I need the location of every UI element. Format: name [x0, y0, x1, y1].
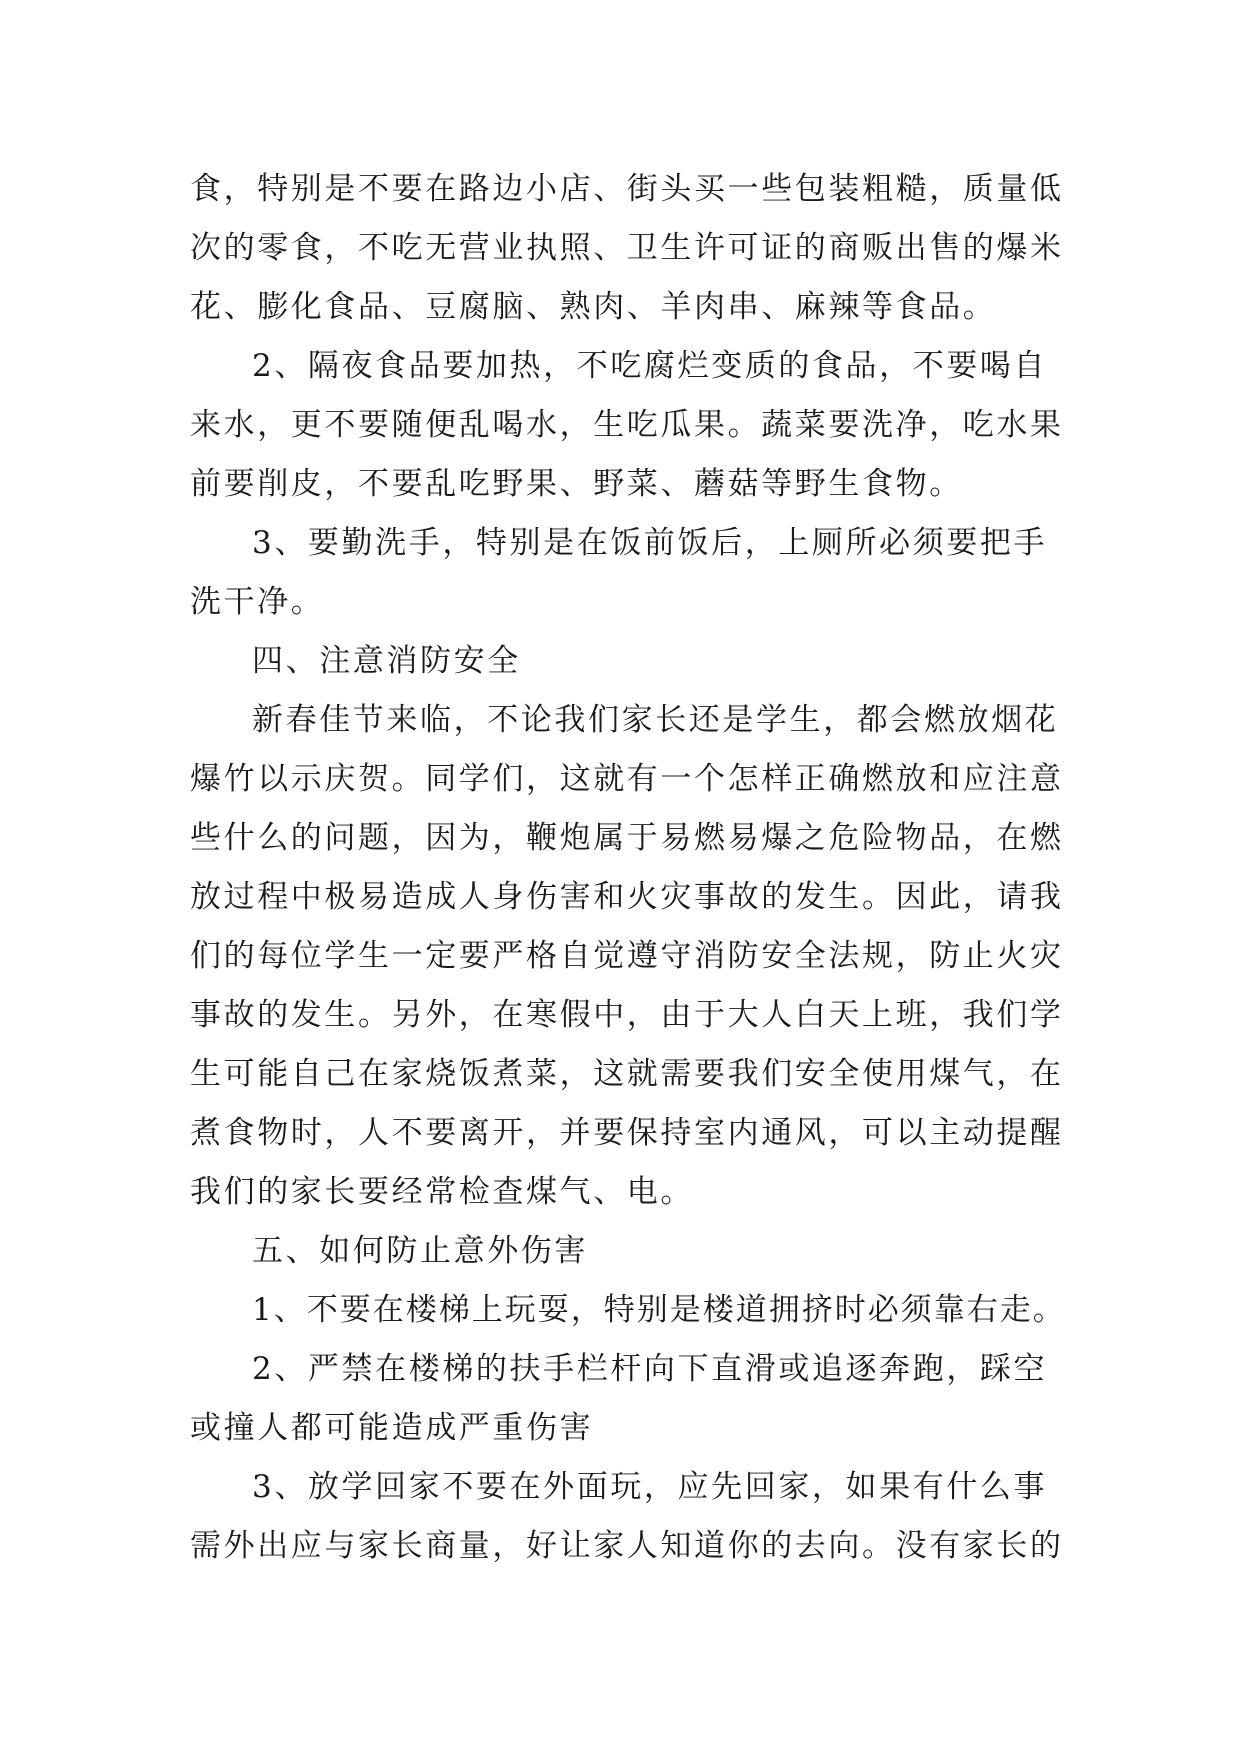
text-line: 花、膨化食品、豆腐脑、熟肉、羊肉串、麻辣等食品。: [190, 289, 997, 325]
text-line: 爆竹以示庆贺。同学们，这就有一个怎样正确燃放和应注意: [190, 761, 1064, 797]
text-line: 放过程中极易造成人身伤害和火灾事故的发生。因此，请我: [190, 879, 1064, 915]
text-line: 新春佳节来临，不论我们家长还是学生，都会燃放烟花: [252, 702, 1059, 738]
text-line: 或撞人都可能造成严重伤害: [190, 1410, 594, 1446]
text-line: 煮食物时，人不要离开，并要保持室内通风，可以主动提醒: [190, 1115, 1064, 1151]
text-line: 五、如何防止意外伤害: [252, 1233, 588, 1269]
text-line: 来水，更不要随便乱喝水，生吃瓜果。蔬菜要洗净，吃水果: [190, 407, 1064, 443]
text-line: 前要削皮，不要乱吃野果、野菜、蘑菇等野生食物。: [190, 466, 963, 502]
text-line: 2、隔夜食品要加热，不吃腐烂变质的食品，不要喝自: [252, 348, 1048, 384]
text-line: 洗干净。: [190, 584, 325, 620]
text-line: 1、不要在楼梯上玩耍，特别是楼道拥挤时必须靠右走。: [252, 1292, 1066, 1328]
text-line: 事故的发生。另外，在寒假中，由于大人白天上班，我们学: [190, 997, 1064, 1033]
document-body: [190, 160, 1070, 1576]
text-line: 生可能自己在家烧饭煮菜，这就需要我们安全使用煤气，在: [190, 1056, 1064, 1092]
text-line: 我们的家长要经常检查煤气、电。: [190, 1174, 694, 1210]
text-line: 四、注意消防安全: [252, 643, 521, 679]
text-line: 2、严禁在楼梯的扶手栏杆向下直滑或追逐奔跑，踩空: [252, 1351, 1048, 1387]
text-line: 需外出应与家长商量，好让家人知道你的去向。没有家长的: [190, 1528, 1064, 1564]
text-line: 食，特别是不要在路边小店、街头买一些包装粗糙，质量低: [190, 171, 1064, 207]
text-line: 次的零食，不吃无营业执照、卫生许可证的商贩出售的爆米: [190, 230, 1064, 266]
text-line: 们的每位学生一定要严格自觉遵守消防安全法规，防止火灾: [190, 938, 1064, 974]
text-line: 3、要勤洗手，特别是在饭前饭后，上厕所必须要把手: [252, 525, 1048, 561]
text-line: 些什么的问题，因为，鞭炮属于易燃易爆之危险物品，在燃: [190, 820, 1064, 856]
text-line: 3、放学回家不要在外面玩，应先回家，如果有什么事: [252, 1469, 1048, 1505]
